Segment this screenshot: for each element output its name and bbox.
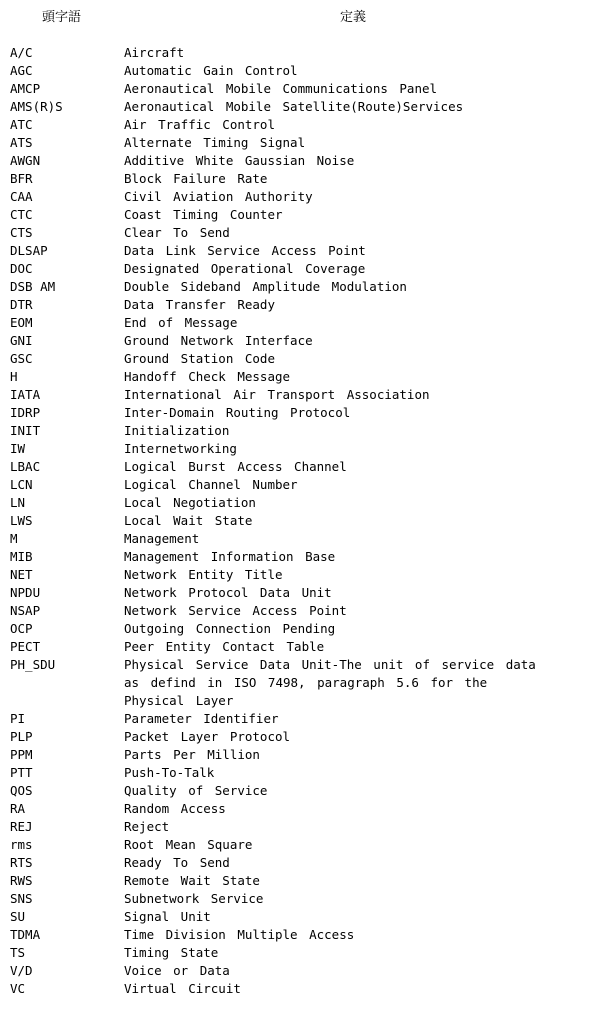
table-row — [0, 728, 599, 746]
table-row — [0, 602, 599, 620]
table-row — [0, 404, 599, 422]
acronym-cell: DSB AM — [10, 279, 56, 294]
acronym-cell: TDMA — [10, 927, 41, 942]
acronym-cell: GNI — [10, 333, 33, 348]
definition-cell: Parts Per Million — [124, 747, 260, 762]
table-row — [0, 836, 599, 854]
definition-cell: Timing State — [124, 945, 219, 960]
table-row — [0, 926, 599, 944]
table-row — [0, 314, 599, 332]
table-row — [0, 638, 599, 656]
acronym-cell: PPM — [10, 747, 33, 762]
definition-cell: Packet Layer Protocol — [124, 729, 291, 744]
definition-cell: Aeronautical Mobile Satellite(Route)Services — [124, 99, 464, 114]
acronym-cell: INIT — [10, 423, 41, 438]
acronym-cell: LN — [10, 495, 26, 510]
table-row — [0, 116, 599, 134]
definition-cell: Peer Entity Contact Table — [124, 639, 325, 654]
table-row — [0, 962, 599, 980]
acronym-cell: M — [10, 531, 18, 546]
acronym-cell: V/D — [10, 963, 33, 978]
table-row — [0, 890, 599, 908]
table-row — [0, 476, 599, 494]
table-row — [0, 854, 599, 872]
table-row — [0, 368, 599, 386]
acronym-cell: PLP — [10, 729, 33, 744]
acronym-cell: CAA — [10, 189, 33, 204]
table-row — [0, 566, 599, 584]
definition-cell: Management Information Base — [124, 549, 336, 564]
definition-cell: Aircraft — [124, 45, 185, 60]
acronym-cell: NSAP — [10, 603, 41, 618]
table-row — [0, 764, 599, 782]
acronym-column-header: 頭字語 — [42, 10, 82, 25]
table-row — [0, 494, 599, 512]
definition-cell: Network Service Access Point — [124, 603, 347, 618]
definition-cell: Data Link Service Access Point — [124, 243, 366, 258]
definition-cell: Outgoing Connection Pending — [124, 621, 336, 636]
acronym-cell: IW — [10, 441, 26, 456]
acronym-cell: NET — [10, 567, 33, 582]
definition-cell: Ground Station Code — [124, 351, 275, 366]
definition-cell: Virtual Circuit — [124, 981, 241, 996]
acronym-cell: AGC — [10, 63, 33, 78]
definition-cell: Ground Network Interface — [124, 333, 313, 348]
acronym-cell: TS — [10, 945, 26, 960]
definition-cell: Network Entity Title — [124, 567, 283, 582]
acronym-cell: LCN — [10, 477, 33, 492]
table-row — [0, 980, 599, 998]
acronym-cell: AMS(R)S — [10, 99, 63, 114]
table-row — [0, 260, 599, 278]
table-row — [0, 872, 599, 890]
table-row — [0, 278, 599, 296]
table-row — [0, 296, 599, 314]
table-row — [0, 818, 599, 836]
table-row — [0, 152, 599, 170]
table-row — [0, 44, 599, 62]
definition-cell: Air Traffic Control — [124, 117, 275, 132]
acronym-cell: ATC — [10, 117, 33, 132]
definition-cell: Logical Burst Access Channel — [124, 459, 347, 474]
acronym-cell: RTS — [10, 855, 33, 870]
definition-cell: Ready To Send — [124, 855, 230, 870]
definition-cell: Remote Wait State — [124, 873, 260, 888]
definition-cell: End of Message — [124, 315, 238, 330]
table-row — [0, 332, 599, 350]
acronym-cell: RWS — [10, 873, 33, 888]
definition-cell: Logical Channel Number — [124, 477, 298, 492]
definition-cell: Internetworking — [124, 441, 237, 456]
definition-column-header: 定義 — [340, 10, 367, 25]
table-row — [0, 458, 599, 476]
table-row — [0, 530, 599, 548]
definition-cell: Signal Unit — [124, 909, 211, 924]
definition-cell: Handoff Check Message — [124, 369, 291, 384]
table-row — [0, 746, 599, 764]
table-row — [0, 620, 599, 638]
table-row — [0, 350, 599, 368]
acronym-cell: SNS — [10, 891, 33, 906]
definition-cell: Civil Aviation Authority — [124, 189, 313, 204]
acronym-cell: H — [10, 369, 18, 384]
acronym-cell: OCP — [10, 621, 33, 636]
definition-cell: Quality of Service — [124, 783, 268, 798]
definition-cell: Random Access — [124, 801, 226, 816]
table-row — [0, 944, 599, 962]
definition-cell: Initialization — [124, 423, 230, 438]
acronym-cell: rms — [10, 837, 33, 852]
table-row — [0, 710, 599, 728]
table-row — [0, 386, 599, 404]
acronym-cell: QOS — [10, 783, 33, 798]
table-row — [0, 584, 599, 602]
table-row — [0, 80, 599, 98]
acronym-cell: ATS — [10, 135, 33, 150]
definition-cell: Clear To Send — [124, 225, 230, 240]
table-row — [0, 800, 599, 818]
acronym-cell: NPDU — [10, 585, 41, 600]
acronym-cell: MIB — [10, 549, 33, 564]
acronym-cell: DTR — [10, 297, 33, 312]
definition-cell: Alternate Timing Signal — [124, 135, 306, 150]
acronym-cell: A/C — [10, 45, 33, 60]
table-row — [0, 224, 599, 242]
acronym-cell: LBAC — [10, 459, 41, 474]
acronym-cell: EOM — [10, 315, 33, 330]
table-row — [0, 782, 599, 800]
acronym-cell: RA — [10, 801, 26, 816]
acronym-cell: PH_SDU — [10, 657, 56, 672]
table-row — [0, 908, 599, 926]
definition-cell: Management — [124, 531, 200, 546]
acronym-cell: DLSAP — [10, 243, 48, 258]
definition-cell: Subnetwork Service — [124, 891, 264, 906]
definition-cell: Designated Operational Coverage — [124, 261, 366, 276]
definition-cell: Automatic Gain Control — [124, 63, 298, 78]
table-row — [0, 656, 599, 710]
acronym-cell: CTS — [10, 225, 33, 240]
acronym-cell: CTC — [10, 207, 33, 222]
table-row — [0, 548, 599, 566]
glossary-table — [0, 44, 599, 998]
table-row — [0, 422, 599, 440]
definition-cell: Time Division Multiple Access — [124, 927, 355, 942]
definition-cell: Reject — [124, 819, 170, 834]
acronym-cell: PECT — [10, 639, 41, 654]
acronym-cell: BFR — [10, 171, 33, 186]
acronym-cell: DOC — [10, 261, 33, 276]
definition-cell: Push-To-Talk — [124, 765, 215, 780]
table-row — [0, 188, 599, 206]
acronym-cell: VC — [10, 981, 26, 996]
acronym-cell: PTT — [10, 765, 33, 780]
definition-cell: International Air Transport Association — [124, 387, 430, 402]
definition-cell: Block Failure Rate — [124, 171, 268, 186]
definition-cell: Additive White Gaussian Noise — [124, 153, 355, 168]
definition-cell: Coast Timing Counter — [124, 207, 283, 222]
table-row — [0, 512, 599, 530]
acronym-cell: AMCP — [10, 81, 41, 96]
definition-cell: Aeronautical Mobile Communications Panel — [124, 81, 438, 96]
definition-cell: Local Wait State — [124, 513, 253, 528]
definition-cell: Physical Service Data Unit-The unit of service data as defind in ISO 7498, paragraph 5.6 for the Physical Layer — [124, 657, 536, 708]
table-row — [0, 134, 599, 152]
acronym-cell: REJ — [10, 819, 33, 834]
table-row — [0, 170, 599, 188]
definition-cell: Voice or Data — [124, 963, 230, 978]
acronym-cell: IATA — [10, 387, 41, 402]
definition-cell: Inter-Domain Routing Protocol — [124, 405, 351, 420]
table-row — [0, 98, 599, 116]
definition-cell: Local Negotiation — [124, 495, 256, 510]
definition-cell: Data Transfer Ready — [124, 297, 275, 312]
table-header — [0, 8, 599, 28]
acronym-cell: GSC — [10, 351, 33, 366]
table-row — [0, 62, 599, 80]
definition-cell: Parameter Identifier — [124, 711, 279, 726]
acronym-cell: AWGN — [10, 153, 41, 168]
acronym-cell: PI — [10, 711, 26, 726]
acronym-cell: LWS — [10, 513, 33, 528]
table-row — [0, 242, 599, 260]
definition-cell: Double Sideband Amplitude Modulation — [124, 279, 407, 294]
definition-cell: Network Protocol Data Unit — [124, 585, 332, 600]
table-row — [0, 206, 599, 224]
acronym-cell: SU — [10, 909, 26, 924]
table-row — [0, 440, 599, 458]
definition-cell: Root Mean Square — [124, 837, 253, 852]
acronym-cell: IDRP — [10, 405, 41, 420]
